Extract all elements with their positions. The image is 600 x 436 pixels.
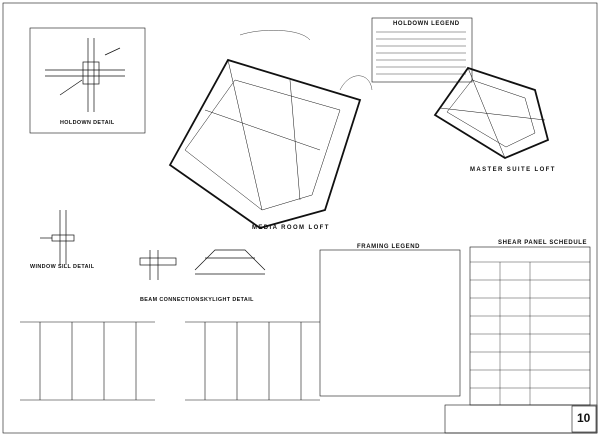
sheet-number: 10 [577,411,591,425]
master-suite-loft-title: MASTER SUITE LOFT [470,167,556,173]
media-room-loft-title: MEDIA ROOM LOFT [252,225,330,231]
media-room-loft-plan [170,30,372,228]
holdown-legend-title: HOLDOWN LEGEND [393,21,460,27]
wall-section-left [20,322,155,400]
holdown-detail-frame [30,28,145,133]
title-block [445,405,597,433]
shear-panel-schedule-title: SHEAR PANEL SCHEDULE [498,240,588,246]
skylight-drawing [195,250,265,274]
holdown-detail-drawing [45,38,125,112]
beam-connection-title: BEAM CONNECTION [140,297,200,303]
framing-legend-title: FRAMING LEGEND [357,244,421,250]
window-sill-detail-title: WINDOW SILL DETAIL [30,264,95,270]
master-suite-loft-plan [435,68,548,158]
shear-panel-rows [470,262,590,405]
beam-connection-drawing [140,250,176,280]
wall-section-right [185,322,320,400]
sheet-border [3,3,597,433]
holdown-legend-frame [372,18,472,82]
skylight-detail-title: SKYLIGHT DETAIL [200,297,254,303]
holdown-legend-rows [376,32,466,74]
holdown-detail-title: HOLDOWN DETAIL [60,120,115,126]
framing-legend-frame [320,250,460,396]
window-sill-drawing [40,210,74,265]
